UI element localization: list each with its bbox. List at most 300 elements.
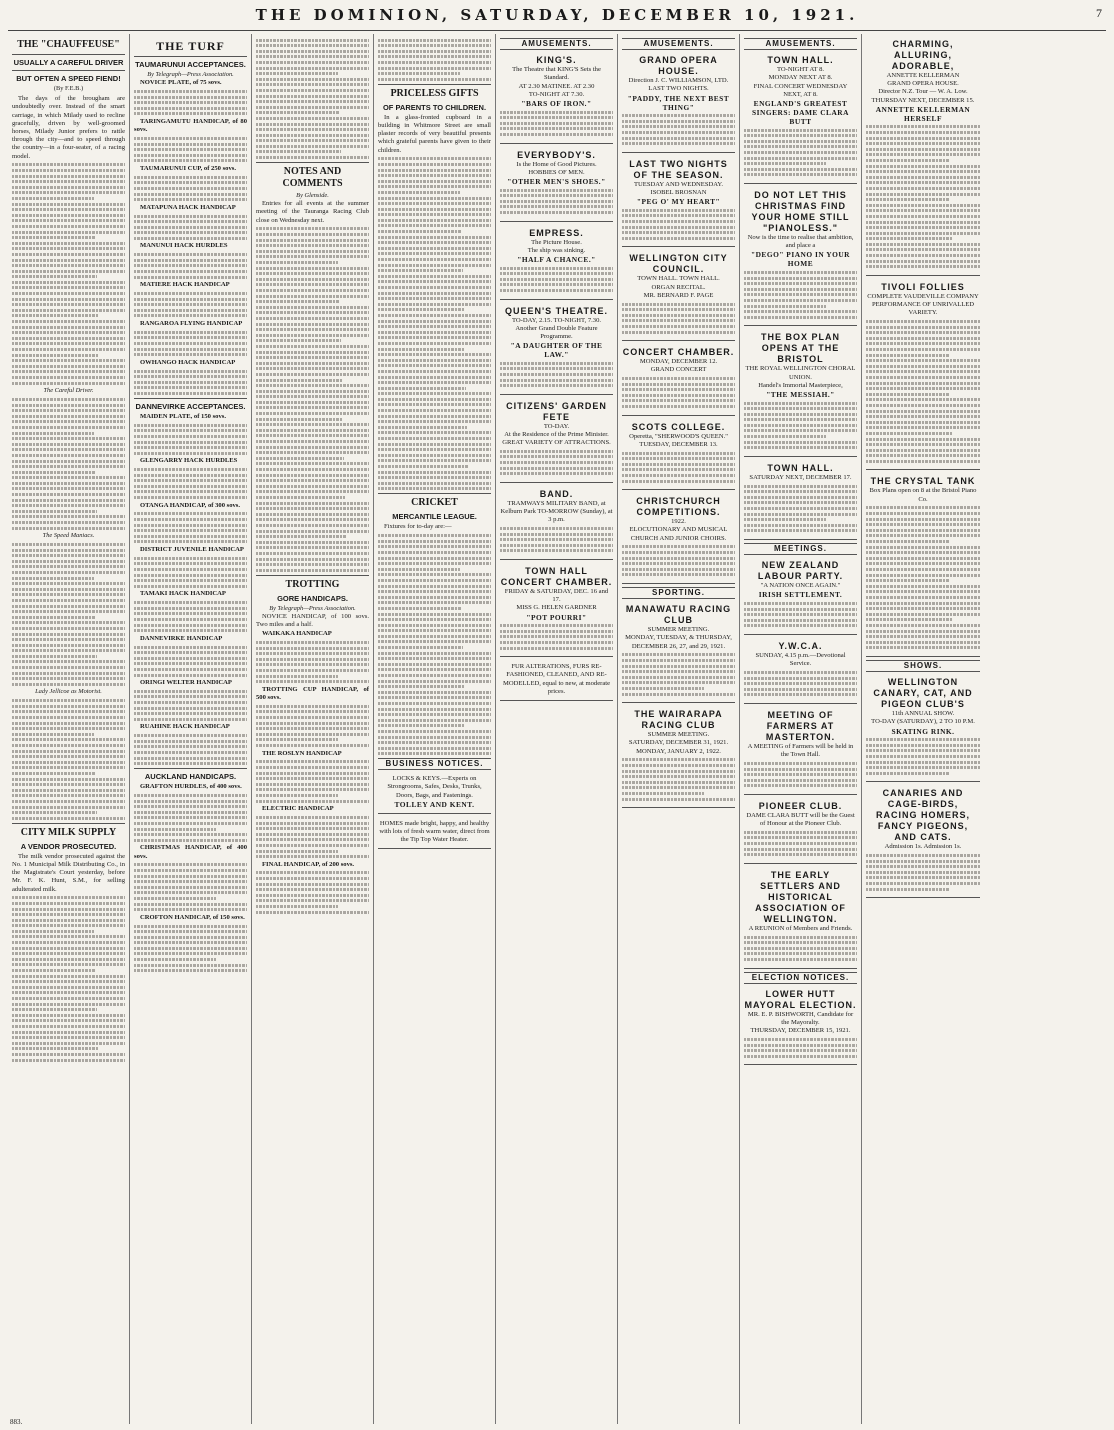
text-line bbox=[256, 894, 369, 897]
text-line bbox=[378, 308, 464, 311]
text-line bbox=[622, 383, 735, 386]
text-line bbox=[256, 877, 369, 880]
ad-line: ORGAN RECITAL. bbox=[651, 283, 706, 291]
text-line bbox=[378, 545, 491, 548]
text-line bbox=[744, 952, 857, 955]
text-line bbox=[256, 535, 346, 538]
text-line bbox=[256, 311, 369, 314]
text-line bbox=[12, 365, 125, 368]
ad-title: DO NOT LET THIS CHRISTMAS FIND YOUR HOME STILL "PIANOLESS." bbox=[751, 189, 850, 233]
text-filler bbox=[500, 450, 613, 475]
ad-line: Now is the time to realise that ambition, and place a bbox=[747, 233, 854, 250]
ad-feature: ENGLAND'S GREATEST SINGERS: DAME CLARA BUTT bbox=[752, 99, 849, 127]
event-heading: GLENGARRY HACK HURDLES bbox=[140, 457, 238, 465]
text-filler bbox=[134, 557, 247, 588]
text-line bbox=[866, 432, 952, 435]
ad-line: TO-DAY. bbox=[543, 422, 570, 430]
text-line bbox=[12, 800, 125, 803]
text-line bbox=[12, 443, 125, 446]
text-line bbox=[744, 677, 857, 680]
text-line bbox=[12, 247, 125, 250]
text-line bbox=[134, 618, 247, 621]
text-line bbox=[134, 701, 247, 704]
text-line bbox=[134, 101, 247, 104]
text-line bbox=[12, 326, 125, 329]
ad-line: MR. E. P. BISHWORTH, Candidate for the Mayoralty. bbox=[747, 1010, 854, 1027]
sub-headline: BUT OFTEN A SPEED FIEND! bbox=[16, 74, 121, 83]
business-ad bbox=[500, 660, 613, 701]
text-line bbox=[378, 191, 460, 194]
footer-number: 883. bbox=[10, 1418, 23, 1426]
text-line bbox=[866, 382, 980, 385]
text-line bbox=[12, 655, 97, 658]
text-filler bbox=[12, 543, 125, 686]
text-line bbox=[378, 169, 491, 172]
text-line bbox=[866, 529, 980, 532]
text-filler bbox=[134, 690, 247, 721]
text-line bbox=[378, 487, 491, 490]
text-line bbox=[866, 421, 980, 424]
text-line bbox=[744, 413, 857, 416]
text-line bbox=[500, 467, 613, 470]
text-line bbox=[256, 641, 369, 644]
text-line bbox=[744, 768, 857, 771]
text-line bbox=[500, 549, 613, 552]
text-line bbox=[866, 165, 980, 168]
column-6 bbox=[618, 34, 740, 1424]
text-line bbox=[12, 499, 125, 502]
text-line bbox=[12, 975, 125, 978]
text-line bbox=[12, 214, 125, 217]
text-line bbox=[378, 219, 491, 222]
text-line bbox=[134, 540, 247, 543]
ad-feature: "BARS OF IRON." bbox=[521, 99, 592, 109]
ad-line: ANNETTE KELLERMAN bbox=[886, 72, 960, 79]
text-line bbox=[256, 117, 369, 120]
text-line bbox=[500, 472, 613, 475]
text-line bbox=[866, 209, 980, 212]
advertisement bbox=[744, 638, 857, 704]
article-paragraph: Fixtures for to-day are:— bbox=[384, 523, 452, 531]
text-line bbox=[378, 431, 491, 434]
text-line bbox=[134, 336, 247, 339]
text-line bbox=[378, 741, 491, 744]
text-line bbox=[256, 423, 369, 426]
text-line bbox=[622, 463, 735, 466]
text-line bbox=[256, 833, 369, 836]
text-line bbox=[500, 283, 613, 286]
text-line bbox=[12, 716, 125, 719]
text-line bbox=[12, 683, 125, 686]
text-line bbox=[12, 772, 96, 775]
text-line bbox=[12, 415, 125, 418]
text-line bbox=[12, 409, 125, 412]
advertisement bbox=[500, 398, 613, 483]
text-line bbox=[12, 376, 125, 379]
ad-list bbox=[622, 601, 735, 808]
text-filler bbox=[256, 871, 369, 913]
text-line bbox=[866, 176, 980, 179]
text-line bbox=[378, 202, 491, 205]
text-line bbox=[744, 485, 857, 488]
text-line bbox=[866, 337, 980, 340]
event-heading: GRAFTON HURDLES, of 400 sovs. bbox=[140, 783, 242, 791]
text-line bbox=[134, 579, 247, 582]
text-line bbox=[866, 540, 949, 543]
text-line bbox=[12, 163, 125, 166]
advertisement bbox=[744, 187, 857, 326]
text-line bbox=[744, 435, 826, 438]
text-line bbox=[256, 457, 344, 460]
text-line bbox=[12, 236, 96, 239]
text-line bbox=[134, 941, 247, 944]
text-line bbox=[378, 459, 491, 462]
event-heading: TROTTING CUP HANDICAP, of 500 sovs. bbox=[256, 685, 369, 702]
text-line bbox=[256, 255, 369, 258]
text-line bbox=[744, 129, 857, 132]
text-line bbox=[256, 429, 369, 432]
text-line bbox=[622, 573, 735, 576]
text-line bbox=[378, 579, 491, 582]
text-line bbox=[134, 690, 247, 693]
text-line bbox=[622, 405, 735, 408]
text-line bbox=[378, 39, 491, 42]
text-line bbox=[500, 455, 613, 458]
event-heading: DISTRICT JUVENILE HANDICAP bbox=[140, 546, 244, 554]
text-line bbox=[744, 429, 857, 432]
text-line bbox=[12, 610, 125, 613]
text-line bbox=[12, 722, 125, 725]
text-line bbox=[378, 403, 491, 406]
text-line bbox=[256, 777, 369, 780]
text-line bbox=[744, 441, 857, 444]
text-line bbox=[134, 903, 247, 906]
text-line bbox=[622, 775, 735, 778]
text-line bbox=[12, 292, 125, 295]
text-line bbox=[378, 448, 491, 451]
text-line bbox=[378, 409, 491, 412]
text-line bbox=[134, 392, 247, 395]
event-list bbox=[134, 783, 247, 972]
text-line bbox=[134, 309, 247, 312]
text-line bbox=[378, 297, 491, 300]
text-line bbox=[744, 831, 857, 834]
section-business: BUSINESS NOTICES. bbox=[378, 758, 491, 770]
text-line bbox=[378, 540, 491, 543]
text-line bbox=[256, 760, 369, 763]
text-line bbox=[12, 941, 125, 944]
text-line bbox=[378, 724, 465, 727]
text-line bbox=[744, 157, 857, 160]
ad-line: TRAMWAYS MILITARY BAND, at Kelburn Park TO-MORROW (Sunday), at 3 p.m. bbox=[500, 499, 613, 524]
text-line bbox=[12, 191, 125, 194]
text-line bbox=[12, 896, 125, 899]
text-line bbox=[12, 1053, 125, 1056]
text-line bbox=[500, 189, 613, 192]
advertisement bbox=[744, 986, 857, 1066]
text-line bbox=[866, 449, 980, 452]
text-line bbox=[256, 145, 369, 148]
text-line bbox=[134, 908, 247, 911]
text-line bbox=[134, 958, 216, 961]
text-line bbox=[744, 613, 857, 616]
text-line bbox=[378, 370, 491, 373]
text-line bbox=[12, 560, 125, 563]
ad-line: HOBBIES OF MEN. bbox=[528, 168, 585, 176]
ad-line: TO-DAY (SATURDAY), 2 TO 10 P.M. bbox=[871, 718, 975, 726]
text-line bbox=[378, 663, 491, 666]
text-line bbox=[12, 766, 125, 769]
text-filler bbox=[134, 137, 247, 162]
text-line bbox=[12, 924, 125, 927]
text-line bbox=[12, 203, 125, 206]
text-line bbox=[12, 331, 125, 334]
text-line bbox=[622, 125, 735, 128]
text-filler bbox=[134, 601, 247, 632]
text-line bbox=[134, 220, 247, 223]
ad-feature: "OTHER MEN'S SHOES." bbox=[507, 176, 606, 186]
byline: By Glenside. bbox=[296, 192, 329, 200]
text-line bbox=[12, 919, 125, 922]
divider bbox=[12, 823, 125, 824]
text-line bbox=[12, 370, 125, 373]
text-line bbox=[378, 331, 491, 334]
text-line bbox=[12, 448, 125, 451]
text-line bbox=[134, 381, 247, 384]
text-line bbox=[622, 676, 735, 679]
text-line bbox=[622, 377, 735, 380]
headline-turf: THE TURF bbox=[156, 39, 225, 53]
text-line bbox=[12, 930, 94, 933]
text-line bbox=[378, 280, 491, 283]
text-line bbox=[12, 219, 125, 222]
text-line bbox=[500, 630, 613, 633]
text-line bbox=[866, 237, 952, 240]
text-line bbox=[378, 652, 491, 655]
text-line bbox=[12, 806, 125, 809]
text-line bbox=[866, 624, 980, 627]
text-line bbox=[134, 925, 247, 928]
text-line bbox=[256, 239, 369, 242]
text-line bbox=[866, 882, 980, 885]
column-2 bbox=[130, 34, 252, 1424]
text-line bbox=[134, 518, 247, 521]
text-line bbox=[256, 652, 369, 655]
text-line bbox=[12, 588, 125, 591]
event-list bbox=[134, 79, 247, 395]
text-line bbox=[12, 986, 125, 989]
text-line bbox=[622, 457, 735, 460]
text-line bbox=[134, 370, 247, 373]
text-line bbox=[134, 662, 247, 665]
ad-list bbox=[622, 52, 735, 584]
advertisement bbox=[500, 147, 613, 222]
advertisement bbox=[622, 344, 735, 416]
text-line bbox=[134, 429, 247, 432]
text-line bbox=[134, 529, 247, 532]
text-line bbox=[134, 568, 247, 571]
text-line bbox=[12, 348, 125, 351]
text-line bbox=[500, 205, 613, 208]
ad-title: MEETING OF FARMERS AT MASTERTON. bbox=[765, 709, 836, 742]
text-line bbox=[134, 839, 247, 842]
event-heading: MAIDEN PLATE, of 150 sovs. bbox=[140, 412, 226, 420]
text-line bbox=[134, 557, 247, 560]
text-line bbox=[622, 220, 735, 223]
byline: By Telegraph—Press Association. bbox=[147, 71, 234, 78]
text-line bbox=[744, 518, 826, 521]
text-line bbox=[256, 72, 338, 75]
text-line bbox=[744, 310, 857, 313]
text-line bbox=[12, 913, 125, 916]
text-line bbox=[744, 402, 857, 405]
text-line bbox=[134, 875, 247, 878]
text-line bbox=[134, 474, 247, 477]
text-filler bbox=[500, 362, 613, 387]
text-line bbox=[622, 770, 735, 773]
event-heading: DANNEVIRKE HANDICAP bbox=[140, 634, 223, 642]
advertisement bbox=[744, 707, 857, 795]
text-line bbox=[378, 224, 491, 227]
text-line bbox=[12, 744, 125, 747]
text-line bbox=[12, 515, 125, 518]
text-line bbox=[134, 331, 247, 334]
text-line bbox=[744, 624, 857, 627]
text-line bbox=[744, 682, 857, 685]
text-line bbox=[378, 635, 491, 638]
advertisement bbox=[622, 156, 735, 248]
text-line bbox=[134, 629, 247, 632]
text-line bbox=[500, 278, 613, 281]
text-line bbox=[500, 194, 613, 197]
ad-list bbox=[744, 557, 857, 968]
text-line bbox=[134, 137, 247, 140]
text-line bbox=[134, 198, 247, 201]
event-list bbox=[256, 630, 369, 913]
ad-line: MONDAY, TUESDAY, & THURSDAY, DECEMBER 26, 27, and 29, 1921. bbox=[625, 634, 732, 650]
text-line bbox=[866, 131, 980, 134]
text-line bbox=[256, 558, 369, 561]
text-line bbox=[866, 755, 980, 758]
section-sporting: SPORTING. bbox=[622, 587, 735, 599]
ad-line: The Theatre that KING'S Sets the Standard. bbox=[512, 66, 601, 82]
text-line bbox=[256, 418, 343, 421]
text-line bbox=[622, 325, 735, 328]
text-line bbox=[622, 798, 735, 801]
text-line bbox=[134, 386, 247, 389]
text-line bbox=[12, 504, 125, 507]
ad-line: MONDAY, JANUARY 2, 1922. bbox=[636, 747, 721, 755]
text-line bbox=[378, 320, 491, 323]
text-line bbox=[256, 300, 340, 303]
text-line bbox=[378, 640, 491, 643]
text-line bbox=[378, 342, 491, 345]
text-line bbox=[134, 535, 247, 538]
text-line bbox=[744, 779, 857, 782]
advertisement bbox=[500, 225, 613, 300]
sub-heading: Lady Jellicoe as Motorist. bbox=[35, 688, 102, 696]
text-line bbox=[134, 651, 247, 654]
text-line bbox=[378, 185, 491, 188]
text-line bbox=[866, 393, 950, 396]
text-line bbox=[12, 789, 125, 792]
text-line bbox=[866, 579, 950, 582]
event-heading: ELECTRIC HANDICAP bbox=[262, 805, 334, 813]
text-line bbox=[378, 557, 491, 560]
text-line bbox=[12, 1031, 125, 1034]
text-line bbox=[256, 227, 369, 230]
text-line bbox=[866, 410, 980, 413]
ad-line: MONDAY NEXT AT 8. bbox=[768, 74, 833, 82]
text-filler bbox=[866, 738, 980, 775]
text-line bbox=[622, 209, 735, 212]
text-line bbox=[500, 211, 613, 214]
text-line bbox=[622, 226, 735, 229]
text-filler bbox=[622, 303, 735, 334]
text-line bbox=[256, 716, 369, 719]
advertisement bbox=[622, 493, 735, 584]
text-line bbox=[622, 693, 735, 696]
text-line bbox=[378, 426, 467, 429]
event-heading: TAUMARUNUI CUP, of 250 sovs. bbox=[140, 164, 236, 172]
text-line bbox=[134, 468, 247, 471]
text-line bbox=[500, 461, 613, 464]
text-line bbox=[378, 454, 491, 457]
text-line bbox=[134, 424, 247, 427]
text-line bbox=[12, 303, 125, 306]
text-filler bbox=[744, 402, 857, 450]
text-line bbox=[134, 259, 247, 262]
text-line bbox=[134, 159, 247, 162]
text-line bbox=[256, 139, 369, 142]
text-line bbox=[12, 980, 125, 983]
text-filler bbox=[866, 506, 980, 649]
text-line bbox=[500, 379, 613, 382]
text-line bbox=[134, 264, 247, 267]
column-1 bbox=[8, 34, 130, 1424]
ad-title: LAST TWO NIGHTS OF THE SEASON. bbox=[629, 158, 728, 180]
text-line bbox=[256, 44, 369, 47]
text-line bbox=[256, 351, 369, 354]
ad-line: A REUNION of Members and Friends. bbox=[748, 924, 853, 932]
text-line bbox=[12, 627, 125, 630]
text-line bbox=[12, 426, 125, 429]
text-line bbox=[134, 143, 247, 146]
text-line bbox=[12, 460, 125, 463]
ad-line: TOWN HALL. TOWN HALL. bbox=[637, 275, 720, 283]
ad-title: GRAND OPERA HOUSE. bbox=[639, 55, 718, 77]
text-line bbox=[866, 426, 980, 429]
text-line bbox=[866, 562, 980, 565]
text-line bbox=[134, 314, 247, 317]
text-filler bbox=[622, 209, 735, 240]
text-line bbox=[866, 198, 950, 201]
ad-feature: "HALF A CHANCE." bbox=[517, 254, 596, 264]
text-line bbox=[256, 827, 369, 830]
ad-line: "A NATION ONCE AGAIN." bbox=[760, 582, 841, 590]
text-line bbox=[256, 663, 369, 666]
ad-line: AT 2.30 MATINEE. AT 2.30 bbox=[518, 82, 595, 90]
text-line bbox=[378, 482, 491, 485]
text-line bbox=[622, 114, 735, 117]
headline-gifts: PRICELESS GIFTS bbox=[390, 87, 479, 99]
text-line bbox=[12, 969, 96, 972]
text-filler bbox=[134, 863, 247, 911]
ad-title: EVERYBODY'S. bbox=[517, 149, 596, 160]
event-heading: MATIERE HACK HANDICAP bbox=[140, 281, 230, 289]
text-filler bbox=[134, 646, 247, 677]
section-elections: ELECTION NOTICES. bbox=[744, 972, 857, 984]
